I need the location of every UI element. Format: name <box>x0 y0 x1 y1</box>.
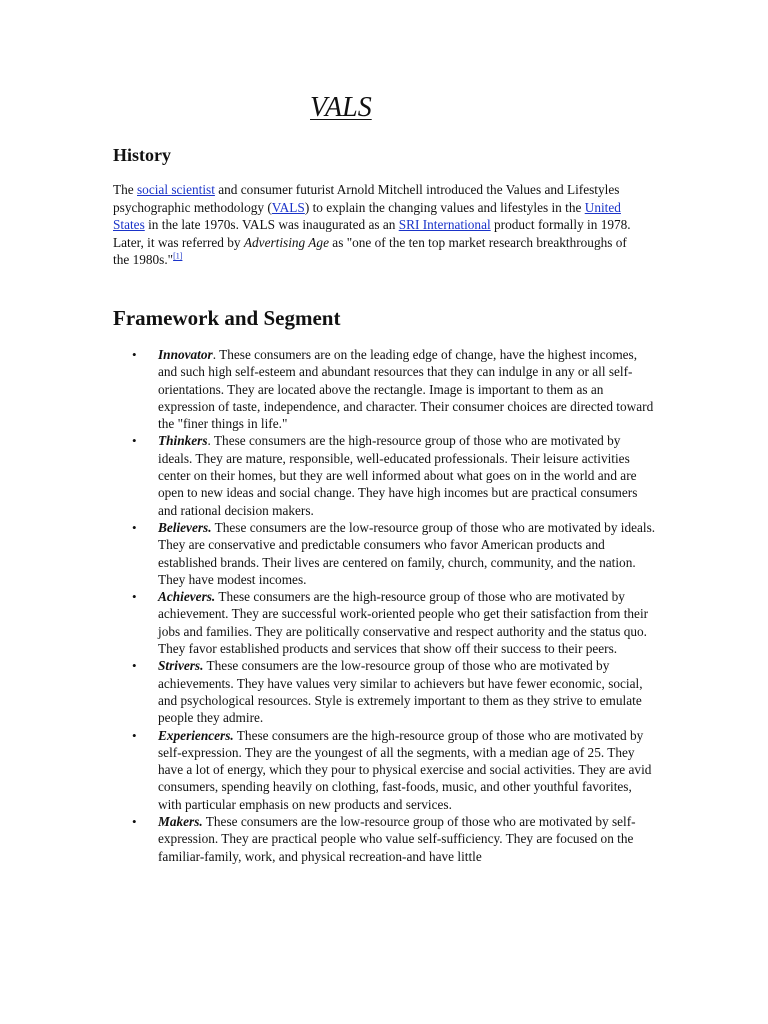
list-item <box>132 346 658 432</box>
bullet-icon: • <box>132 814 137 830</box>
segment-name: Thinkers <box>158 433 208 449</box>
history-text-1: The <box>113 182 137 197</box>
segment-description: These consumers are the high-resource group of those who are motivated by self-expression. They are the youngest of all the segments, with a median age of 25. They have a lot of energy, which they pour to physical exercise and social activities. They are avid consumers, spending heavily on clothing, fast-foods, music, and other youthful favorites, with particular emphasis on new products and services. <box>158 727 652 812</box>
segment-name: Innovator <box>158 347 213 362</box>
bullet-icon: • <box>132 589 137 605</box>
list-item <box>132 432 658 518</box>
segment-name: Achievers. <box>158 589 216 605</box>
bullet-icon: • <box>132 727 137 743</box>
list-item <box>132 519 658 588</box>
framework-heading: Framework and Segment <box>113 306 341 330</box>
segment-name: Experiencers. <box>158 727 234 743</box>
segment-description: These consumers are the low-resource group of those who are motivated by achievements. They have values very similar to achievers but have fewer economic, social, and psychological resources. Style is extremely important to them as they strive to emulate people they admire. <box>158 658 643 726</box>
united-states-link[interactable]: United States <box>113 199 621 233</box>
bullet-icon: • <box>132 347 137 362</box>
bullet-icon: • <box>132 519 137 535</box>
segment-description: . These consumers are the high-resource group of those who are motivated by ideals. They are mature, responsible, well-educated professionals. Their leisure activities center on their homes, but they are well informed about what goes on in the world and are open to new ideas and social change. They have high incomes but are practical consumers and rational decision makers. <box>158 433 638 518</box>
bullet-icon: • <box>132 433 137 449</box>
vals-link[interactable]: VALS <box>271 199 305 215</box>
history-text-3: ) to explain the changing values and lifestyles in the <box>304 199 585 215</box>
history-text-5: product formally in 1978. Later, it was referred by <box>113 217 631 250</box>
history-text-6: as "one of the ten top market research breakthroughs of the 1980s." <box>113 234 627 268</box>
list-item <box>132 727 658 813</box>
bullet-icon: • <box>132 658 137 674</box>
segment-name: Makers. <box>158 814 203 830</box>
footnote-1-link[interactable]: [1] <box>173 251 183 261</box>
history-paragraph <box>113 181 643 269</box>
sri-international-link[interactable]: SRI International <box>398 217 491 233</box>
history-heading: History <box>113 145 171 165</box>
segment-description: . These consumers are on the leading edge of change, have the highest incomes, and such high self-esteem and abundant resources that they can indulge in any or all self-orientations. They are located above the rectangle. Image is important to them as an expression of taste, independence, and character. Their consumer choices are directed toward the "finer things in life." <box>158 347 654 432</box>
segment-list <box>113 346 658 865</box>
segment-name: Believers. <box>158 519 212 535</box>
list-item <box>132 657 658 726</box>
document-title: VALS <box>310 92 372 123</box>
segment-name: Strivers. <box>158 658 204 674</box>
social-scientist-link[interactable]: social scientist <box>137 182 215 197</box>
segment-description: These consumers are the high-resource group of those who are motivated by achievement. They are successful work-oriented people who get their satisfaction from their jobs and families. They are politically conservative and respect authority and the status quo. They favor established products and services that show off their success to their peers. <box>158 589 649 657</box>
history-text-4: in the late 1970s. VALS was inaugurated as an <box>144 217 399 233</box>
advertising-age-title: Advertising Age <box>243 234 329 250</box>
segment-description: These consumers are the low-resource group of those who are motivated by ideals. They are conservative and predictable consumers who favor American products and established brands. Their lives are centered on family, church, community, and the nation. They have modest incomes. <box>158 519 656 587</box>
list-item <box>132 588 658 657</box>
history-text-2: and consumer futurist Arnold Mitchell introduced the Values and Lifestyles psychographic methodology ( <box>113 182 620 215</box>
segment-description: These consumers are the low-resource group of those who are motivated by self-expression. They are practical people who value self-sufficiency. They are focused on the familiar-family, work, and physical recreation-and have little <box>158 814 636 864</box>
list-item <box>132 813 658 865</box>
